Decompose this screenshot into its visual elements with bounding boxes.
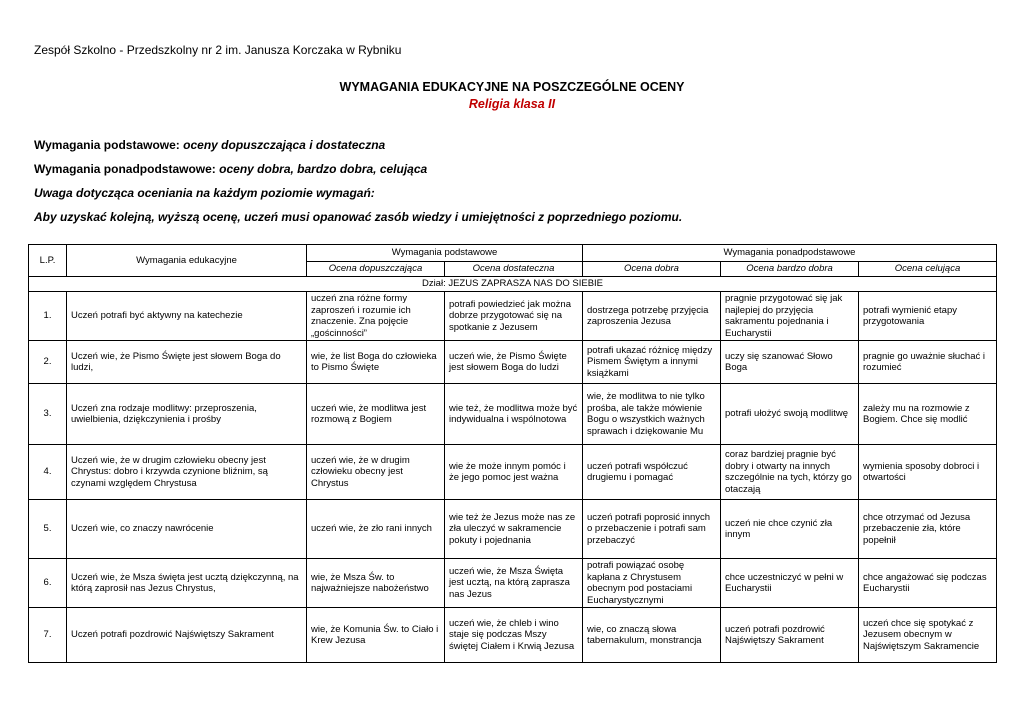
- cell-dostateczna: wie że może innym pomóc i że jego pomoc jest ważna: [445, 445, 583, 500]
- cell-dopuszczajaca: wie, że Komunia Św. to Ciało i Krew Jezusa: [307, 608, 445, 663]
- table-row: [29, 341, 997, 384]
- school-name: Zespół Szkolno - Przedszkolny nr 2 im. Janusza Korczaka w Rybniku: [34, 43, 402, 57]
- header-lp: L.P.: [29, 245, 67, 277]
- document-title: WYMAGANIA EDUKACYJNE NA POSZCZEGÓLNE OCENY: [339, 80, 685, 94]
- header-grade-celujaca: Ocena celująca: [859, 262, 997, 277]
- basic-value: oceny dopuszczająca i dostateczna: [183, 138, 386, 152]
- row-requirement: Uczeń wie, co znaczy nawrócenie: [67, 500, 307, 559]
- row-requirement: Uczeń wie, że Pismo Święte jest słowem Boga do ludzi,: [67, 341, 307, 384]
- row-number: 1.: [29, 292, 67, 341]
- cell-celujaca: uczeń chce się spotykać z Jezusem obecnym w Najświętszym Sakramencie: [859, 608, 997, 663]
- cell-celujaca: potrafi wymienić etapy przygotowania: [859, 292, 997, 341]
- row-requirement: Uczeń zna rodzaje modlitwy: przeproszenia, uwielbienia, dziękczynienia i prośby: [67, 384, 307, 445]
- cell-celujaca: zależy mu na rozmowie z Bogiem. Chce się modlić: [859, 384, 997, 445]
- cell-bardzo-dobra: uczeń potrafi pozdrowić Najświętszy Sakrament: [721, 608, 859, 663]
- requirements-table: [28, 244, 997, 663]
- grading-rule: Aby uzyskać kolejną, wyższą ocenę, uczeń musi opanować zasób wiedzy i umiejętności z poprzedniego poziomu.: [34, 210, 683, 224]
- cell-celujaca: wymienia sposoby dobroci i otwartości: [859, 445, 997, 500]
- cell-dobra: uczeń potrafi współczuć drugiemu i pomagać: [583, 445, 721, 500]
- row-requirement: Uczeń potrafi być aktywny na katechezie: [67, 292, 307, 341]
- row-number: 7.: [29, 608, 67, 663]
- header-requirements: Wymagania edukacyjne: [67, 245, 307, 277]
- row-number: 2.: [29, 341, 67, 384]
- cell-dobra: dostrzega potrzebę przyjęcia zaproszenia Jezusa: [583, 292, 721, 341]
- grading-note: Uwaga dotycząca oceniania na każdym poziomie wymagań:: [34, 186, 375, 200]
- document-subtitle: Religia klasa II: [468, 97, 556, 111]
- row-number: 4.: [29, 445, 67, 500]
- header-basic-group: Wymagania podstawowe: [307, 245, 583, 262]
- cell-dostateczna: uczeń wie, że Msza Święta jest ucztą, na którą zaprasza nas Jezus: [445, 559, 583, 608]
- header-grade-dopuszczajaca: Ocena dopuszczająca: [307, 262, 445, 277]
- row-number: 3.: [29, 384, 67, 445]
- cell-dostateczna: uczeń wie, że chleb i wino staje się podczas Mszy świętej Ciałem i Krwią Jezusa: [445, 608, 583, 663]
- cell-bardzo-dobra: pragnie przygotować się jak najlepiej do przyjęcia sakramentu pojednania i Eucharystii: [721, 292, 859, 341]
- advanced-value: oceny dobra, bardzo dobra, celująca: [219, 162, 428, 176]
- table-row: [29, 559, 997, 608]
- cell-celujaca: chce otrzymać od Jezusa przebaczenie zła, które popełnił: [859, 500, 997, 559]
- cell-celujaca: chce angażować się podczas Eucharystii: [859, 559, 997, 608]
- cell-dopuszczajaca: uczeń wie, że zło rani innych: [307, 500, 445, 559]
- cell-dopuszczajaca: uczeń wie, że w drugim człowieku obecny jest Chrystus: [307, 445, 445, 500]
- row-requirement: Uczeń potrafi pozdrowić Najświętszy Sakrament: [67, 608, 307, 663]
- section-title: Dział: JEZUS ZAPRASZA NAS DO SIEBIE: [29, 277, 997, 292]
- cell-dobra: potrafi ukazać różnicę między Pismem Świętym a innymi książkami: [583, 341, 721, 384]
- cell-dobra: wie, co znaczą słowa tabernakulum, monstrancja: [583, 608, 721, 663]
- table-row: [29, 608, 997, 663]
- cell-bardzo-dobra: coraz bardziej pragnie być dobry i otwarty na innych szczególnie na tych, którzy go otaczają: [721, 445, 859, 500]
- header-grade-bardzo-dobra: Ocena bardzo dobra: [721, 262, 859, 277]
- cell-dobra: wie, że modlitwa to nie tylko prośba, ale także mówienie Bogu o wszystkich ważnych sprawach i dziękowanie Mu: [583, 384, 721, 445]
- cell-bardzo-dobra: potrafi ułożyć swoją modlitwę: [721, 384, 859, 445]
- row-requirement: Uczeń wie, że Msza święta jest ucztą dziękczynną, na którą zaprosił nas Jezus Chrystus,: [67, 559, 307, 608]
- table-row: [29, 445, 997, 500]
- row-requirement: Uczeń wie, że w drugim człowieku obecny jest Chrystus: dobro i krzywda czynione bliźnim, są czynami względem Chrystusa: [67, 445, 307, 500]
- cell-dostateczna: wie też, że modlitwa może być indywidualna i wspólnotowa: [445, 384, 583, 445]
- table-row: [29, 384, 997, 445]
- cell-dobra: uczeń potrafi poprosić innych o przebaczenie i potrafi sam przebaczyć: [583, 500, 721, 559]
- table-row: [29, 500, 997, 559]
- header-grade-dobra: Ocena dobra: [583, 262, 721, 277]
- cell-dopuszczajaca: wie, że list Boga do człowieka to Pismo Święte: [307, 341, 445, 384]
- row-number: 6.: [29, 559, 67, 608]
- cell-dostateczna: potrafi powiedzieć jak można dobrze przygotować się na spotkanie z Jezusem: [445, 292, 583, 341]
- cell-dopuszczajaca: wie, że Msza Św. to najważniejsze nabożeństwo: [307, 559, 445, 608]
- basic-requirements-line: [34, 138, 385, 152]
- cell-bardzo-dobra: uczy się szanować Słowo Boga: [721, 341, 859, 384]
- cell-celujaca: pragnie go uważnie słuchać i rozumieć: [859, 341, 997, 384]
- header-grade-dostateczna: Ocena dostateczna: [445, 262, 583, 277]
- cell-dopuszczajaca: uczeń wie, że modlitwa jest rozmową z Bogiem: [307, 384, 445, 445]
- table-row: [29, 292, 997, 341]
- basic-label: Wymagania podstawowe:: [34, 138, 184, 152]
- header-advanced-group: Wymagania ponadpodstawowe: [583, 245, 997, 262]
- cell-dobra: potrafi powiązać osobę kapłana z Chrystusem obecnym pod postaciami Eucharystycznymi: [583, 559, 721, 608]
- advanced-requirements-line: [34, 162, 427, 176]
- advanced-label: Wymagania ponadpodstawowe:: [34, 162, 220, 176]
- cell-dopuszczajaca: uczeń zna różne formy zaproszeń i rozumie ich znaczenie. Zna pojęcie „gościnności”: [307, 292, 445, 341]
- row-number: 5.: [29, 500, 67, 559]
- cell-bardzo-dobra: uczeń nie chce czynić zła innym: [721, 500, 859, 559]
- cell-dostateczna: wie też że Jezus może nas ze zła uleczyć w sakramencie pokuty i pojednania: [445, 500, 583, 559]
- cell-dostateczna: uczeń wie, że Pismo Święte jest słowem Boga do ludzi: [445, 341, 583, 384]
- cell-bardzo-dobra: chce uczestniczyć w pełni w Eucharystii: [721, 559, 859, 608]
